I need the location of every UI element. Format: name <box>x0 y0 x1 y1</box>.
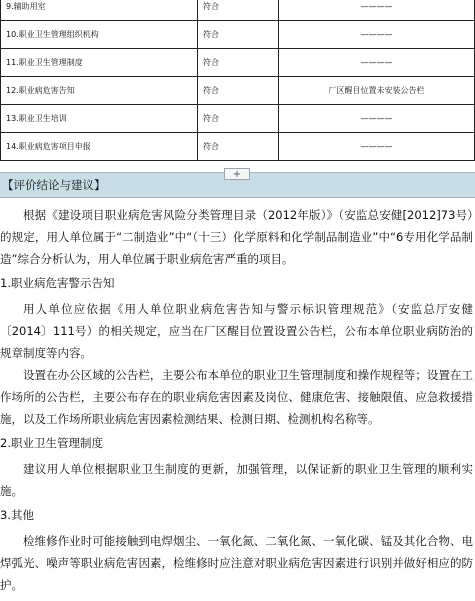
table-row <box>1 49 475 77</box>
result-cell: 符合 <box>198 105 279 133</box>
table-row <box>1 21 475 49</box>
result-cell: 符合 <box>198 0 279 21</box>
add-row-button[interactable]: + <box>224 168 250 180</box>
evaluation-table <box>0 0 475 161</box>
table-row <box>1 0 475 21</box>
result-cell: 符合 <box>198 21 279 49</box>
note-cell: ———— <box>279 105 475 133</box>
note-cell: ———— <box>279 21 475 49</box>
table-row <box>1 105 475 133</box>
point-heading: 2.职业卫生管理制度 <box>0 436 103 450</box>
item-cell: 13.职业卫生培训 <box>1 105 198 133</box>
section-header-conclusion: 【评价结论与建议】 <box>0 172 475 198</box>
item-cell: 10.职业卫生管理组织机构 <box>1 21 198 49</box>
item-cell: 9.辅助用室 <box>1 0 198 21</box>
note-cell: ———— <box>279 133 475 161</box>
point-paragraph: 建议用人单位根据职业卫生制度的更新，加强管理，以保证新的职业卫生管理的顺利实施。 <box>0 462 473 498</box>
note-cell: ———— <box>279 0 475 21</box>
item-cell: 14.职业病危害项目申报 <box>1 133 198 161</box>
point-heading: 3.其他 <box>0 508 34 522</box>
note-cell: 厂区醒目位置未安装公告栏 <box>279 77 475 105</box>
point-paragraph: 检维修作业时可能接触到电焊烟尘、一氧化氮、二氧化氮、一氧化碳、锰及其化合物、电焊弧光、噪声等职业病危害因素，检维修时应注意对职业病危害因素进行识别并做好相应的防护。 <box>0 534 473 592</box>
result-cell: 符合 <box>198 49 279 77</box>
point-paragraph: 用人单位应依据《用人单位职业病危害告知与警示标识管理规范》（安监总厅安健〔2014〕111号）的相关规定，应当在厂区醒目位置设置公告栏，公布本单位职业病防治的规章制度等内容。 <box>0 302 473 360</box>
note-cell: ———— <box>279 49 475 77</box>
intro-paragraph: 根据《建设项目职业病危害风险分类管理目录（2012年版）》（安监总安健[2012]73号）的规定，用人单位属于“二制造业”中“（十三）化学原料和化学制品制造业”中“6专用化学品制造”综合分析认为，用人单位属于职业病危害严重的项目。 <box>0 208 473 266</box>
result-cell: 符合 <box>198 77 279 105</box>
table-row <box>1 133 475 161</box>
result-cell: 符合 <box>198 133 279 161</box>
conclusion-body <box>0 204 473 596</box>
table-row <box>1 77 475 105</box>
item-cell: 11.职业卫生管理制度 <box>1 49 198 77</box>
point-heading: 1.职业病危害警示告知 <box>0 276 115 290</box>
point-paragraph: 设置在办公区域的公告栏，主要公布本单位的职业卫生管理制度和操作规程等；设置在工作场所的公告栏，主要公布存在的职业病危害因素及岗位、健康危害、接触限值、应急救援措施，以及工作场所职业病危害因素检测结果、检测日期、检测机构名称等。 <box>0 368 473 426</box>
item-cell: 12.职业病危害告知 <box>1 77 198 105</box>
